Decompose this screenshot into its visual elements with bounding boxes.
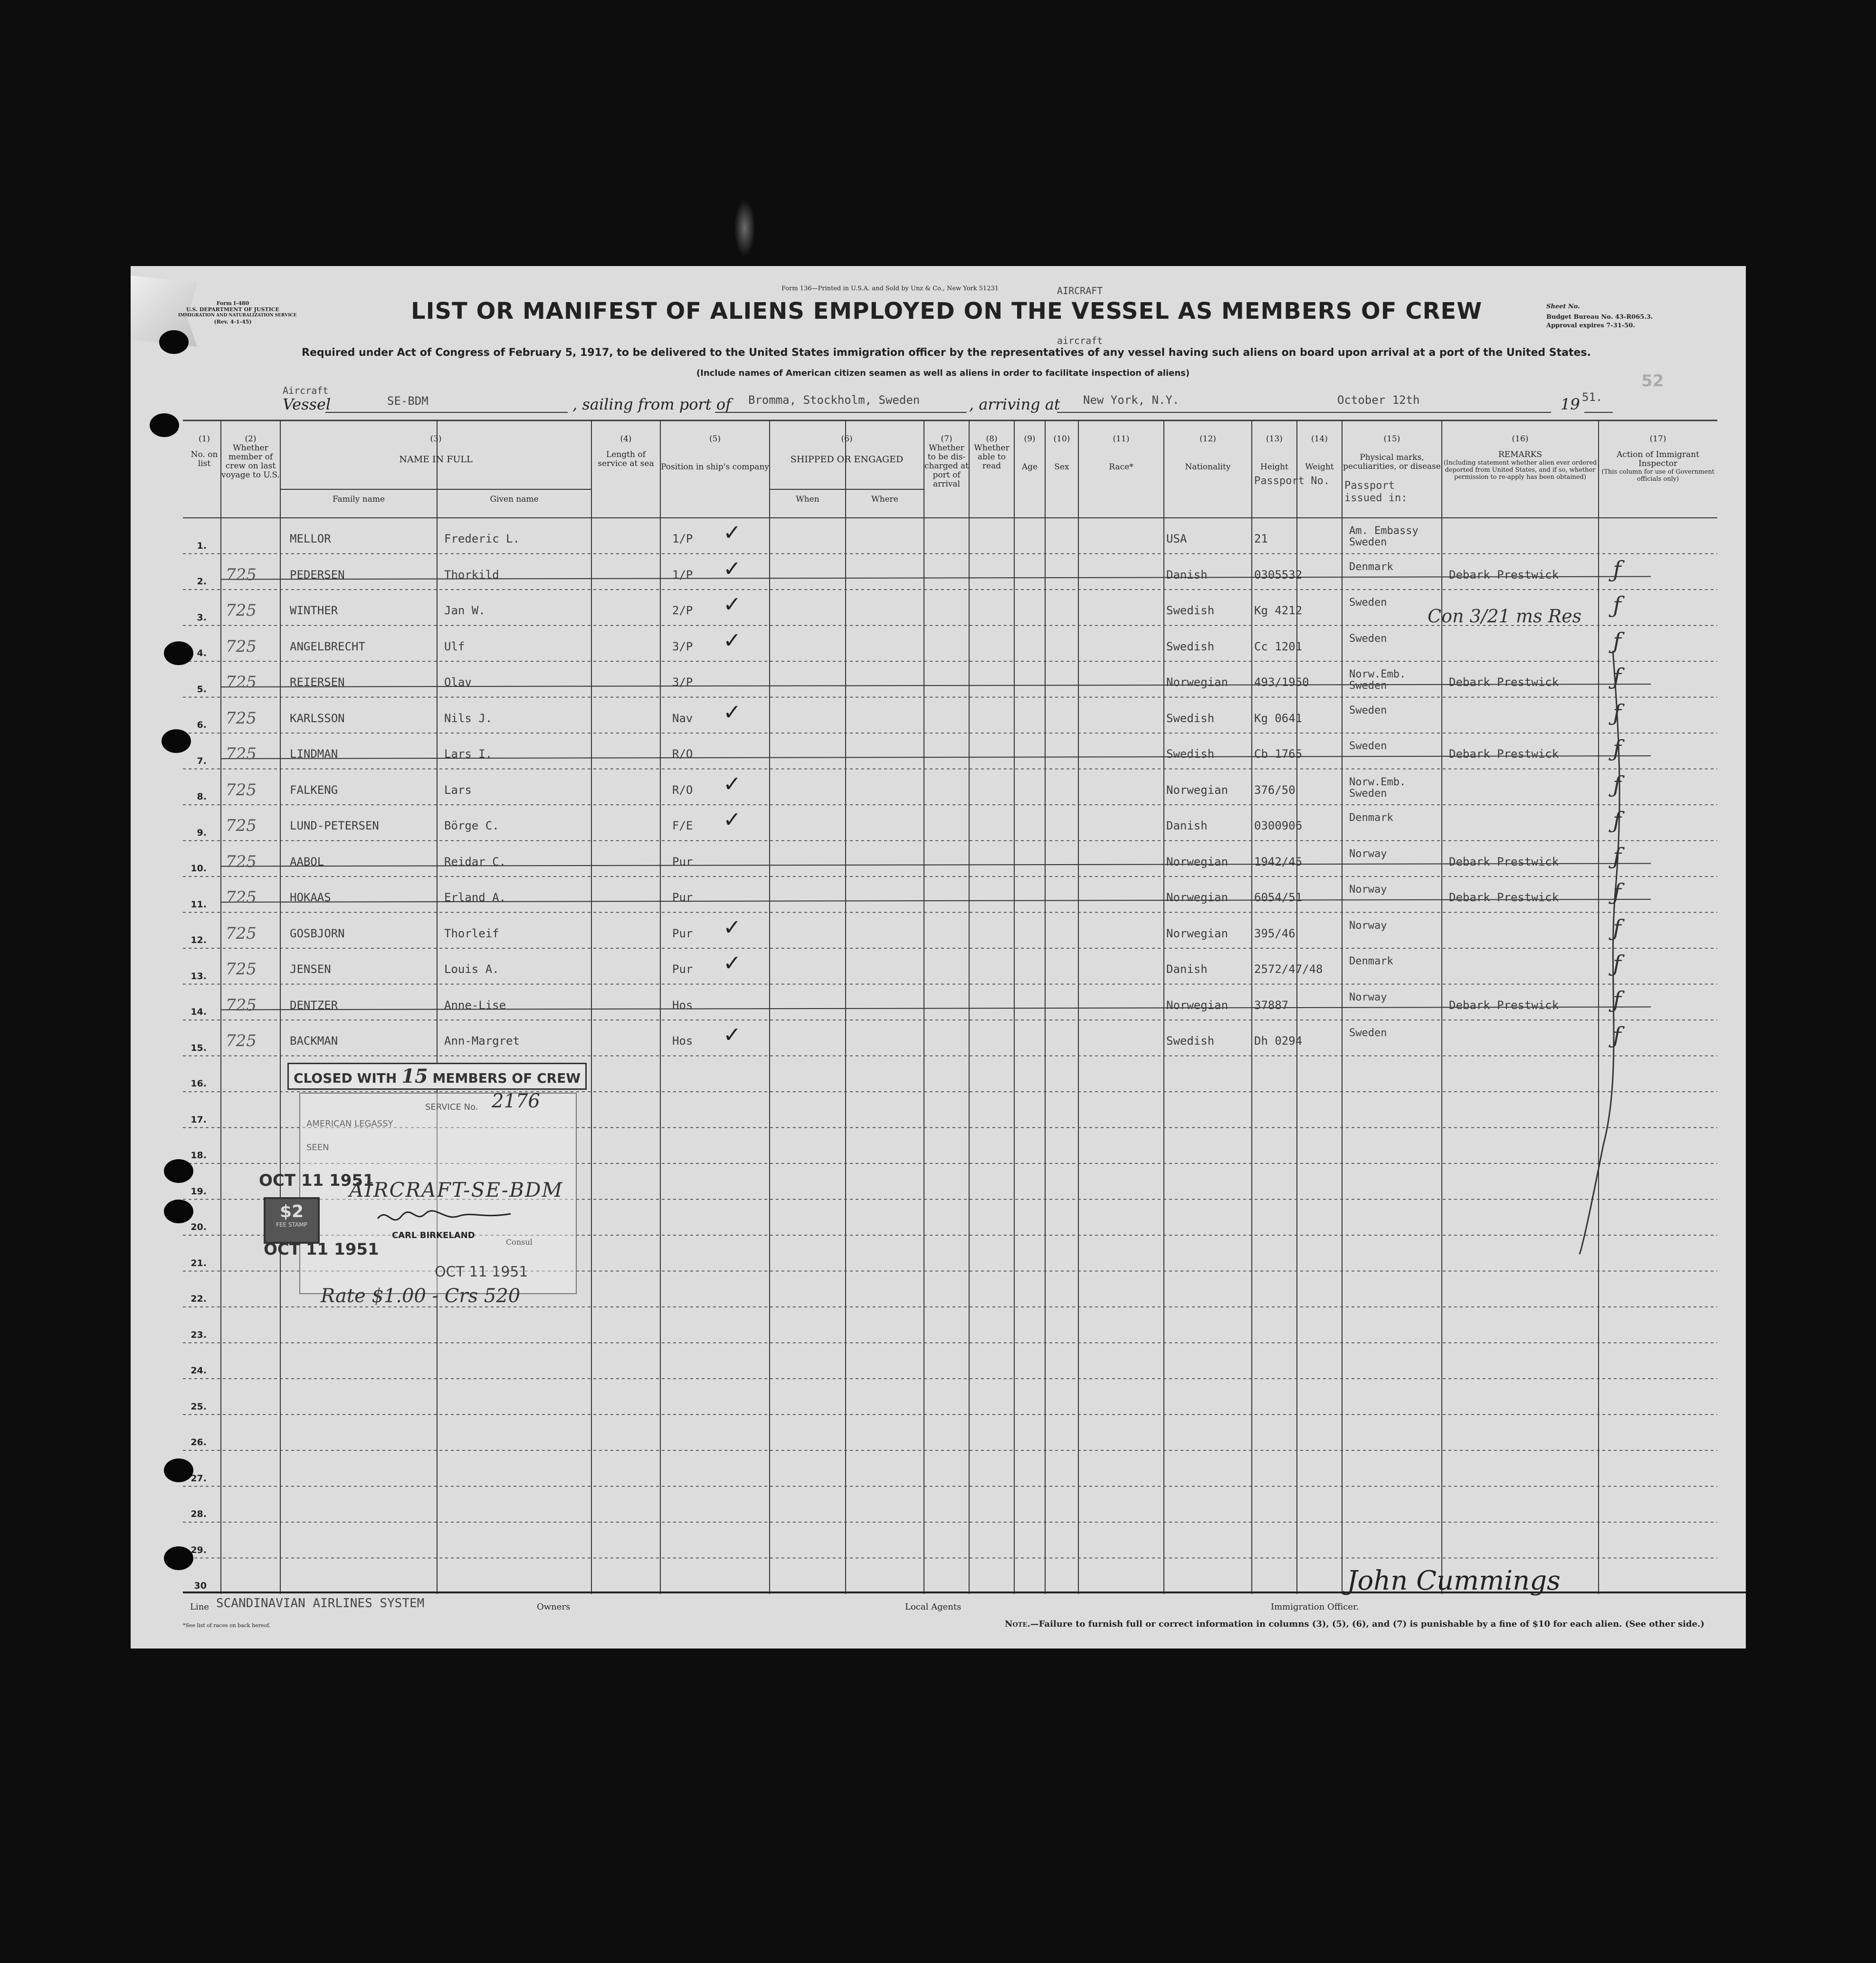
crew-last-voyage-note: 725 xyxy=(226,995,257,1015)
crew-family-name: ANGELBRECHT xyxy=(290,639,365,653)
crew-given-name: Jan W. xyxy=(444,604,486,617)
check-mark-icon: ✓ xyxy=(724,590,740,618)
check-mark-icon: ✓ xyxy=(724,1020,740,1048)
crew-remarks: Debark Prestwick xyxy=(1449,998,1559,1012)
row-number: 25. xyxy=(190,1401,207,1412)
strike-through-line xyxy=(221,577,1651,580)
inspector-initial-mark: ƒ xyxy=(1613,699,1621,726)
inspector-initial-mark: ƒ xyxy=(1613,1022,1621,1049)
crew-family-name: PEDERSEN xyxy=(290,568,345,581)
seen-stamp: SEEN xyxy=(306,1143,329,1153)
col2-header: (2) Whether member of crew on last voyage to U.S. xyxy=(221,434,280,480)
crew-family-name: KARLSSON xyxy=(290,711,345,725)
officer-signature: John Cummings xyxy=(1347,1565,1561,1596)
crew-remarks: Debark Prestwick xyxy=(1449,855,1559,868)
manifest-subtitle: Required under Act of Congress of February 5, 1917, to be delivered to the United States immigration officer by the representatives of any vessel having such aliens on board upon arrival at a port of the United States. xyxy=(302,347,1591,359)
col16-header: (16) REMARKS (Including statement whether alien ever ordered deported from United States, and if so, whether permission to re-apply has been obtained) xyxy=(1443,434,1597,481)
crew-last-voyage-note: 725 xyxy=(226,601,257,620)
crew-passport-issued: Am. Embassy Sweden xyxy=(1349,525,1419,548)
crew-passport-issued: Norway xyxy=(1349,884,1387,896)
col1-header: (1) No. on list xyxy=(190,434,218,468)
inspector-initial-mark: ƒ xyxy=(1613,664,1621,690)
closed-stamp: CLOSED WITH 15 MEMBERS OF CREW xyxy=(287,1063,587,1090)
crew-passport: 6054/51 xyxy=(1254,891,1303,904)
crew-given-name: Frederic L. xyxy=(444,532,520,545)
col14-header: (14) Weight xyxy=(1305,434,1334,472)
crew-family-name: AABOL xyxy=(290,855,324,868)
col12-header: (12) Nationality xyxy=(1185,434,1231,472)
crew-last-voyage-note: 725 xyxy=(226,673,257,692)
binder-hole xyxy=(164,1458,193,1482)
crew-position: Hos xyxy=(672,1034,693,1048)
col4-header: (4) Length of service at sea xyxy=(598,434,654,468)
check-mark-icon: ✓ xyxy=(724,769,740,798)
crew-position: Pur xyxy=(672,926,693,940)
col5-header: (5) Position in ship's company xyxy=(660,434,770,472)
date-stamp-2: OCT 11 1951 xyxy=(264,1240,379,1259)
crew-given-name: Nils J. xyxy=(444,711,493,725)
crew-given-name: Louis A. xyxy=(444,962,499,976)
row-number: 7. xyxy=(197,755,207,766)
row-number: 8. xyxy=(197,791,207,802)
crew-position: 1/P xyxy=(672,568,693,581)
aircraft-handwritten-note: AIRCRAFT-SE-BDM xyxy=(349,1178,563,1201)
crew-family-name: MELLOR xyxy=(290,532,331,545)
crew-position: 2/P xyxy=(672,604,693,617)
crew-given-name: Thorkild xyxy=(444,568,499,581)
col3-header: (3) NAME IN FULL xyxy=(399,434,473,465)
crew-last-voyage-note: 725 xyxy=(226,816,257,835)
line-label: Line xyxy=(190,1602,209,1612)
crew-position: Pur xyxy=(672,962,693,976)
row-number: 17. xyxy=(190,1114,207,1125)
col17-header: (17) Action of Immigrant Inspector (This column for use of Government officials only) xyxy=(1601,434,1714,483)
col7-header: (7) Whether to be dis-charged at port of arrival xyxy=(924,434,969,489)
check-mark-icon: ✓ xyxy=(724,553,740,582)
strike-through-line xyxy=(221,899,1651,902)
inspector-initial-mark: ƒ xyxy=(1613,879,1621,905)
crew-position: R/O xyxy=(672,747,693,761)
row-number: 1. xyxy=(197,540,207,551)
family-name-header: Family name xyxy=(332,495,385,504)
crew-nationality: Norwegian xyxy=(1166,676,1228,689)
year-prefix: 19 xyxy=(1561,395,1580,413)
crew-last-voyage-note: 725 xyxy=(226,565,257,584)
crew-family-name: DENTZER xyxy=(290,998,338,1012)
page-number: 52 xyxy=(1641,372,1664,391)
row-number: 29. xyxy=(190,1544,207,1555)
arrival-value: New York, N.Y. xyxy=(1083,393,1180,407)
crew-position: Pur xyxy=(672,891,693,904)
crew-last-voyage-note: 725 xyxy=(226,1031,257,1050)
col10-header: (10) Sex xyxy=(1053,434,1070,472)
inspector-initial-mark: ƒ xyxy=(1613,915,1621,942)
immigration-officer-label: Immigration Officer. xyxy=(1271,1602,1359,1612)
approval-expiry: Approval expires 7-31-50. xyxy=(1546,322,1635,329)
crew-passport: 37887 xyxy=(1254,998,1289,1012)
crew-given-name: Olav xyxy=(444,676,472,689)
row-number: 27. xyxy=(190,1473,207,1484)
crew-given-name: Lars xyxy=(444,783,472,797)
consul-signature xyxy=(373,1204,515,1233)
crew-given-name: Ulf xyxy=(444,639,465,653)
crew-position: 3/P xyxy=(672,676,693,689)
row-number: 22. xyxy=(190,1294,207,1304)
arriving-label: , arriving at xyxy=(969,395,1060,413)
crew-last-voyage-note: 725 xyxy=(226,960,257,979)
inspector-initial-mark: ƒ xyxy=(1613,556,1621,583)
crew-family-name: LINDMAN xyxy=(290,747,338,761)
row-number: 4. xyxy=(197,648,207,658)
service-number: 2176 xyxy=(492,1090,540,1112)
row-number: 30 xyxy=(194,1581,207,1591)
row-number: 16. xyxy=(190,1078,207,1089)
crew-passport: 376/50 xyxy=(1254,783,1295,797)
inspector-initial-mark: ƒ xyxy=(1613,771,1621,798)
col9-header: (9) Age xyxy=(1021,434,1038,472)
row-number: 2. xyxy=(197,576,207,587)
crew-passport-issued: Denmark xyxy=(1349,812,1393,824)
year-suffix: 51. xyxy=(1582,391,1603,404)
revision: (Rev. 4-1-45) xyxy=(214,319,252,325)
check-mark-icon: ✓ xyxy=(724,805,740,833)
crew-family-name: REIERSEN xyxy=(290,676,345,689)
scan-glare xyxy=(734,200,755,257)
where-header: Where xyxy=(871,495,898,504)
crew-position: F/E xyxy=(672,819,693,832)
typed-aircraft-subtitle: aircraft xyxy=(1057,335,1103,346)
inspector-initial-mark: ƒ xyxy=(1613,986,1621,1013)
consul-name: CARL BIRKELAND xyxy=(392,1230,475,1240)
date-stamp-3: OCT 11 1951 xyxy=(435,1264,528,1280)
crew-passport-issued: Norway xyxy=(1349,991,1387,1003)
fee-stamp: $2 FEE STAMP xyxy=(264,1197,320,1244)
crew-nationality: Norwegian xyxy=(1166,998,1228,1012)
crew-passport: Kg 0641 xyxy=(1254,711,1303,725)
inspector-initial-mark: ƒ xyxy=(1613,951,1621,977)
row-number: 6. xyxy=(197,720,207,730)
row-number: 12. xyxy=(190,935,207,945)
printer-line: Form 136—Printed in U.S.A. and Sold by Unz & Co., New York 51231 xyxy=(781,285,999,292)
crew-position: 1/P xyxy=(672,532,693,545)
crew-nationality: Norwegian xyxy=(1166,926,1228,940)
row-number: 19. xyxy=(190,1186,207,1197)
fine-note: Note.—Failure to furnish full or correct information in columns (3), (5), (6), and (7) is punishable by a fine of $10 for each alien. (See other side.) xyxy=(1005,1619,1705,1629)
col8-header: (8) Whether able to read xyxy=(974,434,1009,471)
date-value: October 12th xyxy=(1337,393,1420,407)
inspector-bracket-line xyxy=(1575,646,1632,1264)
row-number: 21. xyxy=(190,1258,207,1268)
vessel-label: Vessel xyxy=(283,395,331,413)
col13-header: (13) Height xyxy=(1260,434,1288,472)
crew-given-name: Börge C. xyxy=(444,819,499,832)
crew-passport: 1942/45 xyxy=(1254,855,1303,868)
binder-hole xyxy=(162,729,191,753)
typed-aircraft-vessel: Aircraft xyxy=(283,385,329,396)
row-number: 14. xyxy=(190,1007,207,1017)
crew-remarks: Debark Prestwick xyxy=(1449,568,1559,581)
crew-last-voyage-note: 725 xyxy=(226,708,257,728)
row-number: 11. xyxy=(190,899,207,910)
inspector-initial-mark: ƒ xyxy=(1613,807,1621,834)
crew-last-voyage-note: 725 xyxy=(226,924,257,943)
inspector-initial-mark: ƒ xyxy=(1613,843,1621,870)
service-label: SERVICE No. xyxy=(425,1102,478,1112)
row-number: 28. xyxy=(190,1509,207,1519)
form-number: Form I-480 xyxy=(216,300,249,306)
owners-label: Owners xyxy=(537,1602,571,1612)
department: U.S. DEPARTMENT OF JUSTICE xyxy=(186,306,279,313)
crew-nationality: Swedish xyxy=(1166,1034,1215,1048)
crew-given-name: Thorleif xyxy=(444,926,499,940)
crew-family-name: JENSEN xyxy=(290,962,331,976)
check-mark-icon: ✓ xyxy=(724,625,740,654)
crew-family-name: HOKAAS xyxy=(290,891,331,904)
crew-passport-issued: Norw.Emb. Sweden xyxy=(1349,668,1406,692)
service-name: IMMIGRATION AND NATURALIZATION SERVICE xyxy=(178,313,297,318)
crew-passport-issued: Denmark xyxy=(1349,955,1393,967)
crew-position: Pur xyxy=(672,855,693,868)
crew-given-name: Anne-Lise xyxy=(444,998,506,1012)
check-mark-icon: ✓ xyxy=(724,948,740,977)
local-agents-label: Local Agents xyxy=(905,1602,962,1612)
crew-passport: Dh 0294 xyxy=(1254,1034,1303,1048)
crew-family-name: FALKENG xyxy=(290,783,338,797)
crew-nationality: Danish xyxy=(1166,819,1208,832)
check-mark-icon: ✓ xyxy=(724,518,740,546)
crew-nationality: Danish xyxy=(1166,568,1208,581)
row-number: 18. xyxy=(190,1150,207,1161)
crew-passport-issued: Sweden xyxy=(1349,1027,1387,1039)
line-value: SCANDINAVIAN AIRLINES SYSTEM xyxy=(216,1596,425,1610)
port-value: Bromma, Stockholm, Sweden xyxy=(748,393,920,407)
binder-hole xyxy=(164,1159,193,1183)
crew-passport: 0300906 xyxy=(1254,819,1303,832)
rate-note: Rate $1.00 - Crs 520 xyxy=(321,1285,521,1307)
crew-passport: Cc 1201 xyxy=(1254,639,1303,653)
check-mark-icon: ✓ xyxy=(724,912,740,941)
given-name-header: Given name xyxy=(490,495,539,504)
crew-family-name: WINTHER xyxy=(290,604,338,617)
row-number: 13. xyxy=(190,971,207,982)
passport-issued-typed: Passport issued in: xyxy=(1344,480,1408,504)
row-number: 23. xyxy=(190,1329,207,1340)
crew-nationality: Swedish xyxy=(1166,639,1215,653)
row-number: 3. xyxy=(197,612,207,623)
inspector-initial-mark: ƒ xyxy=(1613,592,1621,619)
row-number: 24. xyxy=(190,1365,207,1376)
crew-nationality: Norwegian xyxy=(1166,855,1228,868)
crew-family-name: BACKMAN xyxy=(290,1034,338,1048)
strike-through-line xyxy=(221,756,1651,759)
crew-passport: Kg 4212 xyxy=(1254,604,1303,617)
crew-remarks: Debark Prestwick xyxy=(1449,891,1559,904)
binder-hole xyxy=(150,413,179,437)
crew-nationality: Norwegian xyxy=(1166,783,1228,797)
strike-through-line xyxy=(221,864,1651,867)
typed-aircraft-title: AIRCRAFT xyxy=(1057,285,1103,296)
crew-last-voyage-note: 725 xyxy=(226,780,257,800)
col15-header: (15) Physical marks, peculiarities, or disease xyxy=(1343,434,1441,471)
sailing-label: , sailing from port of xyxy=(572,395,731,413)
vessel-value: SE-BDM xyxy=(387,394,429,408)
row-number: 9. xyxy=(197,827,207,838)
budget-bureau: Budget Bureau No. 43-R065.3. xyxy=(1546,314,1653,321)
inspector-initial-mark: ƒ xyxy=(1613,735,1621,762)
row-number: 15. xyxy=(190,1042,207,1053)
crew-given-name: Ann-Margret xyxy=(444,1034,520,1048)
binder-hole xyxy=(164,1546,193,1570)
crew-given-name: Erland A. xyxy=(444,891,506,904)
crew-passport-issued: Norway xyxy=(1349,919,1387,932)
binder-hole xyxy=(164,641,193,665)
row-number: 10. xyxy=(190,863,207,874)
crew-nationality: Swedish xyxy=(1166,711,1215,725)
binder-hole xyxy=(159,330,189,354)
manifest-subnote: (Include names of American citizen seamen as well as aliens in order to facilitate inspection of aliens) xyxy=(696,368,1190,378)
crew-position: R/O xyxy=(672,783,693,797)
crew-last-voyage-note: 725 xyxy=(226,888,257,907)
crew-passport-issued: Sweden xyxy=(1349,740,1387,752)
consul-title: Consul xyxy=(506,1238,533,1247)
crew-remarks: Debark Prestwick xyxy=(1449,676,1559,689)
crew-passport-issued: Sweden xyxy=(1349,597,1387,609)
crew-remarks: Debark Prestwick xyxy=(1449,747,1559,761)
crew-given-name: Reidar C. xyxy=(444,855,506,868)
closed-count: 15 xyxy=(401,1065,428,1087)
crew-passport: 0305532 xyxy=(1254,568,1303,581)
crew-passport-issued: Sweden xyxy=(1349,704,1387,716)
crew-passport-issued: Norw.Emb. Sweden xyxy=(1349,776,1406,800)
crew-nationality: Danish xyxy=(1166,962,1208,976)
crew-family-name: GOSBJORN xyxy=(290,926,345,940)
crew-given-name: Lars I. xyxy=(444,747,493,761)
date-stamp-1: OCT 11 1951 xyxy=(259,1171,374,1190)
crew-nationality: Norwegian xyxy=(1166,891,1228,904)
row-number: 26. xyxy=(190,1437,207,1448)
manifest-sheet xyxy=(131,266,1746,1649)
crew-passport: 395/46 xyxy=(1254,926,1295,940)
crew-passport: 2572/47/48 xyxy=(1254,962,1323,976)
inspector-note-row3: Con 3/21 ms Res xyxy=(1428,606,1582,627)
strike-through-line xyxy=(221,1007,1651,1010)
crew-passport: Cb 1765 xyxy=(1254,747,1303,761)
crew-nationality: Swedish xyxy=(1166,604,1215,617)
crew-last-voyage-note: 725 xyxy=(226,744,257,763)
binder-hole xyxy=(164,1200,193,1223)
crew-family-name: LUND-PETERSEN xyxy=(290,819,379,832)
crew-passport-issued: Denmark xyxy=(1349,561,1393,573)
check-mark-icon: ✓ xyxy=(724,697,740,726)
crew-nationality: USA xyxy=(1166,532,1187,545)
manifest-title: LIST OR MANIFEST OF ALIENS EMPLOYED ON THE VESSEL AS MEMBERS OF CREW xyxy=(411,298,1483,324)
crew-last-voyage-note: 725 xyxy=(226,637,257,656)
col11-header: (11) Race* xyxy=(1109,434,1133,472)
crew-nationality: Swedish xyxy=(1166,747,1215,761)
crew-position: 3/P xyxy=(672,639,693,653)
crew-position: Nav xyxy=(672,711,693,725)
crew-passport: 21 xyxy=(1254,532,1268,545)
crew-position: Hos xyxy=(672,998,693,1012)
col6-header: (6) SHIPPED OR ENGAGED xyxy=(790,434,904,465)
crew-passport-issued: Norway xyxy=(1349,848,1387,860)
crew-passport: 493/1950 xyxy=(1254,676,1309,689)
sheet-label: Sheet No. xyxy=(1546,303,1580,310)
legation-stamp: AMERICAN LEGASSY xyxy=(306,1119,393,1129)
inspector-initial-mark: ƒ xyxy=(1613,628,1621,655)
races-note: *See list of races on back hereof. xyxy=(183,1622,271,1629)
crew-last-voyage-note: 725 xyxy=(226,852,257,871)
passport-no-typed: Passport No. xyxy=(1254,475,1330,487)
row-number: 5. xyxy=(197,684,207,695)
crew-passport-issued: Sweden xyxy=(1349,632,1387,645)
row-number: 20. xyxy=(190,1222,207,1232)
when-header: When xyxy=(796,495,819,504)
